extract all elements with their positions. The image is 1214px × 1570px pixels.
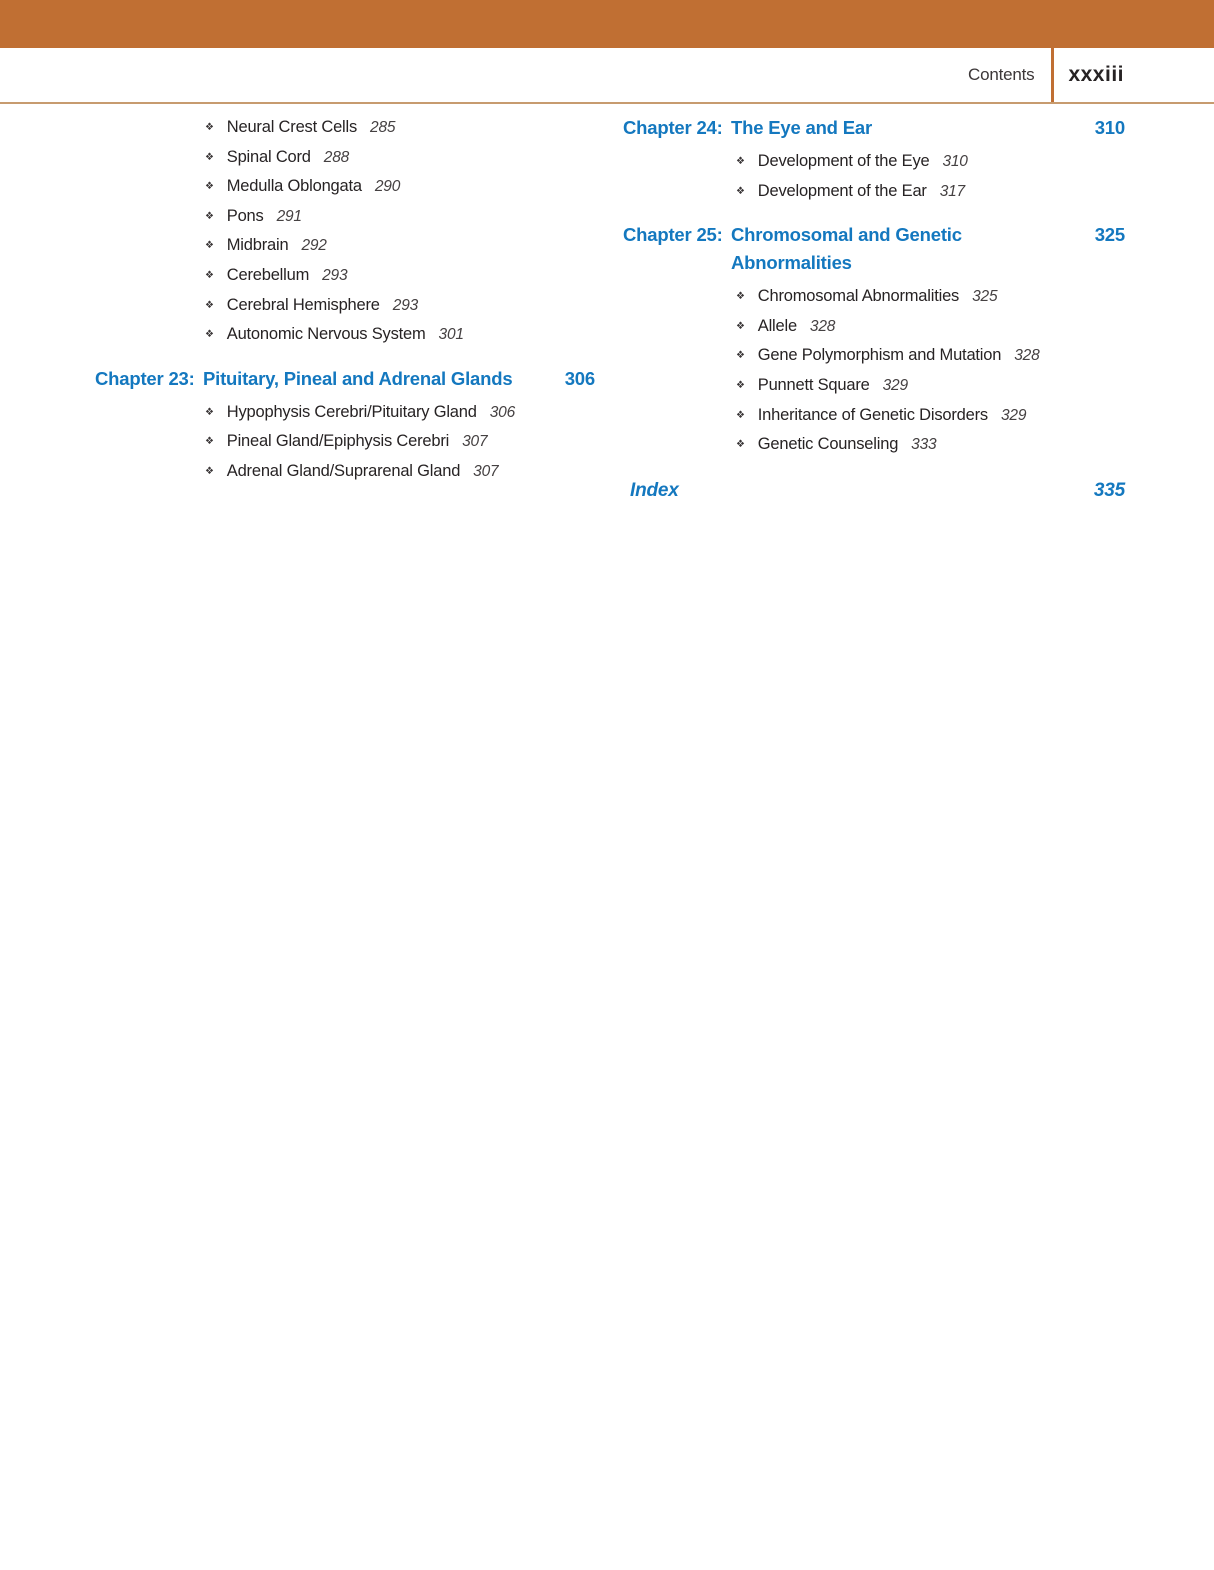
diamond-bullet-icon: ❖ xyxy=(736,156,745,167)
toc-subitem-page: 293 xyxy=(322,266,348,284)
chapter-number: Chapter 24: xyxy=(623,117,723,138)
toc-subitem xyxy=(95,232,595,262)
toc-subitem-label: Medulla Oblongata xyxy=(226,177,362,196)
toc-subitem-label: Development of the Ear xyxy=(757,181,927,200)
header-divider xyxy=(1051,48,1054,102)
toc-subitem xyxy=(623,313,1125,343)
toc-subitem-page: 307 xyxy=(462,433,488,451)
diamond-bullet-icon: ❖ xyxy=(205,122,214,133)
toc-subitem-label: Allele xyxy=(757,316,797,335)
toc-subitem xyxy=(623,342,1125,372)
toc-subitem xyxy=(623,283,1125,313)
page-header xyxy=(0,48,1214,104)
toc-subitem-page: 285 xyxy=(370,119,396,136)
toc-subitem-label: Chromosomal Abnormalities xyxy=(757,287,960,306)
toc-subitem xyxy=(623,431,1125,461)
chapter-number: Chapter 23: xyxy=(95,367,195,389)
toc-subitem-label: Cerebral Hemisphere xyxy=(226,295,380,314)
diamond-bullet-icon: ❖ xyxy=(205,181,214,193)
toc-subitem xyxy=(95,173,595,203)
toc-subitem-label: Gene Polymorphism and Mutation xyxy=(757,346,1002,365)
toc-subitem-page: 329 xyxy=(882,376,908,394)
toc-subitem-page: 293 xyxy=(392,296,419,314)
toc-subitem-page: 288 xyxy=(323,148,350,166)
diamond-bullet-icon: ❖ xyxy=(736,320,745,332)
toc-subitem-page: 290 xyxy=(374,178,401,196)
chapter-page: 325 xyxy=(1094,224,1125,246)
toc-subitem xyxy=(95,321,595,351)
diamond-bullet-icon: ❖ xyxy=(205,210,214,222)
chapter-page: 310 xyxy=(1094,117,1125,138)
toc-subitem xyxy=(95,203,595,233)
chapter-24-heading xyxy=(623,114,1125,142)
chapter-25-heading xyxy=(623,221,1125,277)
toc-subitem-label: Spinal Cord xyxy=(226,147,311,166)
toc-subitem-page: 310 xyxy=(942,153,968,170)
contents-label: Contents xyxy=(968,65,1035,84)
toc-subitem-page: 317 xyxy=(939,182,965,200)
toc-subitem-page: 301 xyxy=(438,326,464,344)
toc-subitem-page: 291 xyxy=(276,207,302,225)
toc-subitem-page: 328 xyxy=(809,317,836,335)
chapter-number: Chapter 25: xyxy=(623,224,723,246)
diamond-bullet-icon: ❖ xyxy=(205,151,214,163)
toc-subitem xyxy=(95,114,595,144)
diamond-bullet-icon: ❖ xyxy=(736,185,745,197)
toc-subitem-page: 333 xyxy=(911,436,937,454)
toc-subitem xyxy=(95,144,595,174)
toc-subitem-label: Genetic Counseling xyxy=(757,435,899,454)
page-folio: xxxiii xyxy=(1068,63,1124,86)
toc-subitem-label: Punnett Square xyxy=(757,375,870,394)
toc-subitem xyxy=(623,148,1125,178)
toc-subitem-label: Midbrain xyxy=(226,236,289,255)
diamond-bullet-icon: ❖ xyxy=(736,409,745,421)
toc-subitem-label: Adrenal Gland/Suprarenal Gland xyxy=(226,461,461,480)
toc-subitem-page: 329 xyxy=(1000,406,1027,424)
toc-subitem xyxy=(95,292,595,322)
diamond-bullet-icon: ❖ xyxy=(736,291,745,303)
diamond-bullet-icon: ❖ xyxy=(205,329,214,341)
toc-subitem-label: Cerebellum xyxy=(226,265,310,284)
index-entry xyxy=(623,477,1125,505)
toc-subitem-page: 325 xyxy=(972,288,998,306)
toc-subitem xyxy=(623,372,1125,402)
diamond-bullet-icon: ❖ xyxy=(205,406,214,418)
toc-subitem-page: 306 xyxy=(489,403,516,421)
toc-left-column xyxy=(95,114,595,488)
toc-subitem-label: Neural Crest Cells xyxy=(226,118,358,136)
diamond-bullet-icon: ❖ xyxy=(736,439,745,451)
toc-subitem-label: Pineal Gland/Epiphysis Cerebri xyxy=(226,432,450,451)
index-page: 335 xyxy=(1093,479,1125,501)
diamond-bullet-icon: ❖ xyxy=(205,436,214,448)
diamond-bullet-icon: ❖ xyxy=(205,240,214,252)
chapter-page: 306 xyxy=(564,367,595,389)
index-label: Index xyxy=(630,479,679,501)
toc-subitem-label: Inheritance of Genetic Disorders xyxy=(757,405,988,424)
toc-subitem xyxy=(95,458,595,488)
toc-subitem-label: Development of the Eye xyxy=(757,152,930,170)
diamond-bullet-icon: ❖ xyxy=(736,379,745,391)
toc-subitem xyxy=(95,428,595,458)
toc-subitem xyxy=(95,262,595,292)
top-accent-bar xyxy=(0,0,1214,48)
diamond-bullet-icon: ❖ xyxy=(205,269,214,281)
toc-right-column xyxy=(623,114,1125,505)
chapter-title: Pituitary, Pineal and Adrenal Glands xyxy=(203,367,513,389)
toc-subitem-page: 307 xyxy=(473,462,499,480)
chapter-23-heading xyxy=(95,365,595,393)
diamond-bullet-icon: ❖ xyxy=(736,350,745,362)
toc-subitem-label: Hypophysis Cerebri/Pituitary Gland xyxy=(226,402,477,421)
toc-subitem-page: 292 xyxy=(301,237,327,255)
toc-subitem xyxy=(623,402,1125,432)
diamond-bullet-icon: ❖ xyxy=(205,465,214,477)
toc-subitem-label: Autonomic Nervous System xyxy=(226,325,426,344)
diamond-bullet-icon: ❖ xyxy=(205,299,214,311)
toc-subitem xyxy=(623,178,1125,208)
toc-subitem xyxy=(95,399,595,429)
chapter-title: The Eye and Ear xyxy=(731,117,872,138)
toc-subitem-label: Pons xyxy=(226,206,264,225)
chapter-title: Chromosomal and Genetic Abnormalities xyxy=(731,224,962,274)
toc-subitem-page: 328 xyxy=(1014,347,1040,365)
